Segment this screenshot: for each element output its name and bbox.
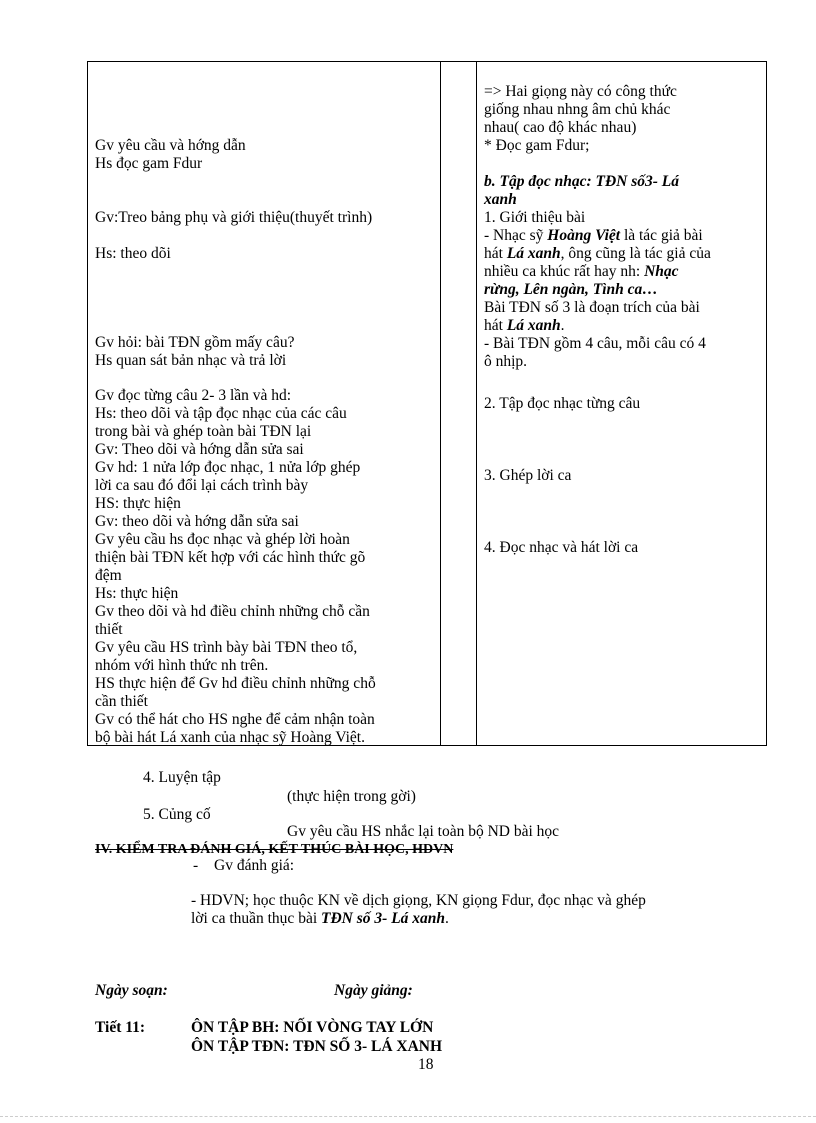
text-span: , ông cũng là tác giả của [560, 245, 711, 262]
text-line: Hs: thực hiện [95, 585, 179, 602]
text-span: nhiều ca khúc rất hay nh: [484, 263, 645, 280]
column-divider-2 [476, 62, 477, 745]
column-divider-1 [440, 62, 441, 745]
text-line: xanh [484, 191, 517, 208]
text-line: Hs đọc gam Fdur [95, 155, 203, 172]
text-line: HS thực hiện để Gv hd điều chỉnh những chỗ [95, 675, 376, 692]
text-line: Gv yêu cầu hs đọc nhạc và ghép lời hoàn [95, 531, 350, 548]
text-line: Bài TĐN số 3 là đoạn trích của bài [484, 299, 700, 316]
page-number: 18 [418, 1056, 434, 1073]
text-span: - Nhạc sỹ [484, 227, 548, 244]
text-span: hát [484, 317, 507, 334]
text-line: cần thiết [95, 693, 148, 710]
left-block-4 [95, 334, 294, 370]
text-line [484, 263, 711, 281]
text-line: b. Tập đọc nhạc: TĐN số3- Lá [484, 173, 680, 190]
text-span: hát [484, 245, 507, 262]
text-line [484, 227, 711, 245]
text-line: => Hai giọng này có công thức [484, 83, 677, 100]
section-b-heading [484, 173, 679, 209]
section-luyen-tap: 4. Luyện tập [143, 769, 221, 786]
text-line: bộ bài hát Lá xanh của nhạc sỹ Hoàng Việt. [95, 729, 365, 746]
date-taught-label: Ngày giảng: [334, 982, 413, 999]
homework-line-2 [191, 910, 449, 928]
composer-name: Hoàng Việt [547, 227, 621, 244]
text-line: Gv hỏi: bài TĐN gồm mấy câu? [95, 334, 295, 351]
text-line: Gv: theo dõi và hớng dẫn sửa sai [95, 513, 299, 530]
section-iv-heading: IV. KIỂM TRA ĐÁNH GIÁ, KẾT THÚC BÀI HỌC, HDVN [95, 842, 454, 857]
item-2: 2. Tập đọc nhạc từng câu [484, 395, 641, 412]
text-line: Gv có thể hát cho HS nghe để cảm nhận toàn [95, 711, 375, 728]
section-cung-co: 5. Củng cố [143, 806, 211, 823]
lesson-title-1: ÔN TẬP BH: NỐI VÒNG TAY LỚN [191, 1019, 434, 1036]
right-intro [484, 83, 677, 155]
item-intro: 1. Giới thiệu bài [484, 209, 586, 226]
text-line: giống nhau nhng âm chủ khác [484, 101, 671, 118]
text-line: Gv yêu cầu và hớng dẫn [95, 137, 246, 154]
text-span: . [445, 910, 449, 927]
text-line: Gv đọc từng câu 2- 3 lần và hd: [95, 387, 292, 404]
review-instruction: Gv yêu cầu HS nhắc lại toàn bộ ND bài học [287, 823, 560, 840]
text-line: thiện bài TĐN kết hợp với các hình thức gõ [95, 549, 366, 566]
text-line: Gv hd: 1 nửa lớp đọc nhạc, 1 nửa lớp ghép [95, 459, 361, 476]
song-list-line: rừng, Lên ngàn, Tình ca… [484, 281, 658, 298]
text-line: lời ca sau đó đổi lại cách trình bày [95, 477, 309, 494]
page-bottom-border [0, 1116, 816, 1117]
lesson-title-2: ÔN TẬP TĐN: TĐN SỐ 3- LÁ XANH [191, 1038, 443, 1055]
text-line: * Đọc gam Fdur; [484, 137, 590, 154]
practice-note: (thực hiện trong gời) [287, 788, 416, 805]
date-prepared-label: Ngày soạn: [95, 982, 168, 999]
text-line: nhau( cao độ khác nhau) [484, 119, 637, 136]
left-block-2: Gv:Treo bảng phụ và giới thiệu(thuyết trình) [95, 209, 373, 226]
text-line [484, 245, 711, 263]
text-span: . [560, 317, 565, 334]
song-list: Nhạc [644, 263, 679, 280]
text-line [484, 317, 711, 335]
text-line: HS: thực hiện [95, 495, 181, 512]
period-label: Tiết 11: [95, 1019, 146, 1036]
text-span: lời ca thuần thục bài [191, 910, 322, 927]
text-line: trong bài và ghép toàn bài TĐN lại [95, 423, 312, 440]
text-line: Hs: theo dõi và tập đọc nhạc của các câu [95, 405, 347, 422]
text-span: là tác giả bài [620, 227, 703, 244]
text-line: nhóm với hình thức nh trên. [95, 657, 269, 674]
song-name: Lá xanh [506, 317, 561, 334]
item-3: 3. Ghép lời ca [484, 467, 572, 484]
right-details [484, 209, 711, 371]
text-line: - Bài TĐN gồm 4 câu, mỗi câu có 4 [484, 335, 706, 352]
text-line: Hs quan sát bản nhạc và trả lời [95, 352, 287, 369]
text-line: thiết [95, 621, 123, 638]
text-line: đệm [95, 567, 122, 584]
text-line: ô nhịp. [484, 353, 528, 370]
text-line: Gv theo dõi và hd điều chỉnh những chỗ cần [95, 603, 370, 620]
left-block-5 [95, 387, 376, 747]
left-block-3: Hs: theo dõi [95, 245, 171, 262]
left-block-1 [95, 137, 246, 173]
text-line: Gv yêu cầu HS trình bày bài TĐN theo tổ, [95, 639, 358, 656]
song-name: Lá xanh [506, 245, 561, 262]
homework-line-1: - HDVN; học thuộc KN về dịch giọng, KN giọng Fdur, đọc nhạc và ghép [191, 892, 646, 909]
text-line: Gv: Theo dõi và hớng dẫn sửa sai [95, 441, 304, 458]
bullet-dash: - [193, 857, 199, 874]
assessment-label: Gv đánh giá: [214, 857, 295, 874]
item-4: 4. Đọc nhạc và hát lời ca [484, 539, 639, 556]
lesson-ref: TĐN số 3- Lá xanh [321, 910, 446, 927]
